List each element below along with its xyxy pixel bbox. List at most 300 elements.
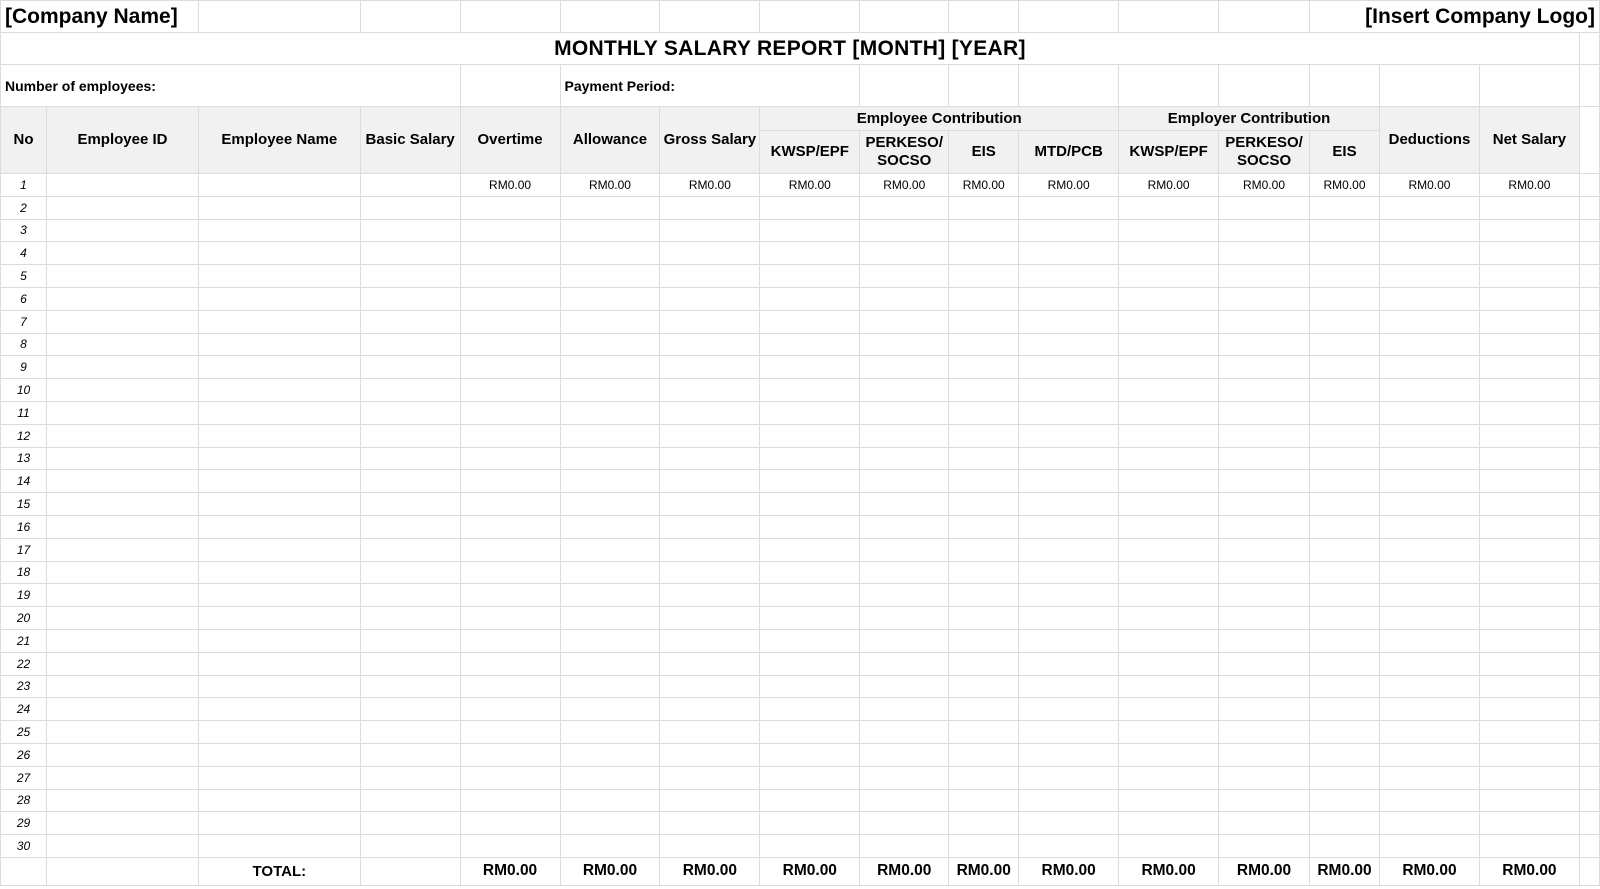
cell-employee-name[interactable] [198, 584, 360, 607]
cell-ee-kwsp[interactable] [760, 219, 860, 242]
cell[interactable] [1579, 265, 1599, 288]
cell-employee-name[interactable] [198, 835, 360, 858]
cell[interactable] [1219, 65, 1310, 107]
cell-ee-eis[interactable] [949, 743, 1019, 766]
cell-er-perkeso[interactable] [1219, 698, 1310, 721]
cell-er-eis[interactable] [1310, 652, 1380, 675]
cell-ee-mtd[interactable] [1019, 584, 1119, 607]
col-header-basic-salary[interactable]: Basic Salary [360, 107, 460, 174]
cell-er-kwsp[interactable] [1119, 561, 1219, 584]
cell-er-eis[interactable] [1310, 356, 1380, 379]
cell-ee-kwsp[interactable] [760, 652, 860, 675]
cell-er-eis[interactable] [1310, 789, 1380, 812]
cell[interactable] [1579, 333, 1599, 356]
cell-basic-salary[interactable] [360, 607, 460, 630]
cell-er-kwsp[interactable] [1119, 675, 1219, 698]
cell-employee-name[interactable] [198, 515, 360, 538]
col-header-er-eis[interactable]: EIS [1310, 131, 1380, 174]
cell-employee-id[interactable] [46, 196, 198, 219]
cell-employee-id[interactable] [46, 766, 198, 789]
cell-ee-eis[interactable] [949, 242, 1019, 265]
cell-overtime[interactable] [460, 265, 560, 288]
row-number[interactable]: 6 [1, 287, 47, 310]
cell-ee-eis[interactable] [949, 447, 1019, 470]
cell-net-salary[interactable] [1479, 310, 1579, 333]
cell[interactable] [1579, 401, 1599, 424]
cell-er-perkeso[interactable] [1219, 447, 1310, 470]
cell-allowance[interactable] [560, 607, 660, 630]
cell-basic-salary[interactable] [360, 584, 460, 607]
cell-ee-eis[interactable] [949, 698, 1019, 721]
cell-gross-salary[interactable] [660, 812, 760, 835]
cell-ee-mtd[interactable] [1019, 310, 1119, 333]
cell-basic-salary[interactable] [360, 379, 460, 402]
cell[interactable] [460, 1, 560, 33]
col-header-ee-eis[interactable]: EIS [949, 131, 1019, 174]
row-number[interactable]: 12 [1, 424, 47, 447]
row-number[interactable]: 7 [1, 310, 47, 333]
total-er-perkeso[interactable]: RM0.00 [1219, 857, 1310, 885]
cell-deductions[interactable] [1379, 379, 1479, 402]
col-header-er-kwsp[interactable]: KWSP/EPF [1119, 131, 1219, 174]
row-number[interactable]: 1 [1, 174, 47, 197]
row-number[interactable]: 9 [1, 356, 47, 379]
cell-deductions[interactable] [1379, 447, 1479, 470]
cell-ee-perkeso[interactable] [860, 607, 949, 630]
row-number[interactable]: 23 [1, 675, 47, 698]
cell[interactable] [860, 65, 949, 107]
cell-er-eis[interactable] [1310, 584, 1380, 607]
cell-ee-perkeso[interactable] [860, 629, 949, 652]
cell-net-salary[interactable] [1479, 242, 1579, 265]
number-of-employees-label[interactable]: Number of employees: [1, 65, 461, 107]
cell-employee-name[interactable] [198, 721, 360, 744]
cell-ee-mtd[interactable] [1019, 835, 1119, 858]
row-number[interactable]: 22 [1, 652, 47, 675]
cell[interactable] [860, 1, 949, 33]
cell-er-perkeso[interactable] [1219, 538, 1310, 561]
cell-ee-eis[interactable] [949, 493, 1019, 516]
cell-er-kwsp[interactable] [1119, 447, 1219, 470]
cell-ee-kwsp[interactable] [760, 196, 860, 219]
cell-ee-mtd[interactable]: RM0.00 [1019, 174, 1119, 197]
cell-basic-salary[interactable] [360, 493, 460, 516]
cell-allowance[interactable] [560, 447, 660, 470]
cell[interactable] [1379, 65, 1479, 107]
cell-ee-mtd[interactable] [1019, 242, 1119, 265]
cell-ee-perkeso[interactable] [860, 812, 949, 835]
cell-net-salary[interactable] [1479, 356, 1579, 379]
cell-allowance[interactable] [560, 401, 660, 424]
cell-overtime[interactable] [460, 515, 560, 538]
cell-ee-kwsp[interactable] [760, 561, 860, 584]
col-header-allowance[interactable]: Allowance [560, 107, 660, 174]
cell[interactable] [1579, 766, 1599, 789]
cell-allowance[interactable] [560, 196, 660, 219]
cell-ee-mtd[interactable] [1019, 607, 1119, 630]
cell[interactable] [949, 65, 1019, 107]
cell-er-eis[interactable] [1310, 424, 1380, 447]
cell-gross-salary[interactable] [660, 584, 760, 607]
cell-allowance[interactable] [560, 629, 660, 652]
cell-ee-eis[interactable] [949, 652, 1019, 675]
cell-ee-eis[interactable] [949, 721, 1019, 744]
cell-overtime[interactable] [460, 196, 560, 219]
cell-er-eis[interactable] [1310, 447, 1380, 470]
cell-deductions[interactable] [1379, 493, 1479, 516]
cell-ee-perkeso[interactable]: RM0.00 [860, 174, 949, 197]
cell[interactable] [1579, 538, 1599, 561]
cell-allowance[interactable] [560, 743, 660, 766]
cell-employee-name[interactable] [198, 219, 360, 242]
cell-net-salary[interactable] [1479, 493, 1579, 516]
cell-deductions[interactable] [1379, 424, 1479, 447]
cell-er-eis[interactable]: RM0.00 [1310, 174, 1380, 197]
cell-er-perkeso[interactable] [1219, 287, 1310, 310]
cell-net-salary[interactable] [1479, 470, 1579, 493]
cell-deductions[interactable] [1379, 219, 1479, 242]
row-number[interactable]: 4 [1, 242, 47, 265]
cell-gross-salary[interactable] [660, 242, 760, 265]
cell-ee-eis[interactable] [949, 287, 1019, 310]
cell[interactable] [1219, 1, 1310, 33]
cell[interactable] [1579, 470, 1599, 493]
cell-ee-kwsp[interactable] [760, 310, 860, 333]
cell-er-kwsp[interactable]: RM0.00 [1119, 174, 1219, 197]
cell-er-perkeso[interactable] [1219, 789, 1310, 812]
cell-deductions[interactable] [1379, 515, 1479, 538]
cell-er-eis[interactable] [1310, 196, 1380, 219]
cell-employee-name[interactable] [198, 675, 360, 698]
cell-ee-eis[interactable] [949, 607, 1019, 630]
cell-er-eis[interactable] [1310, 743, 1380, 766]
cell-allowance[interactable] [560, 310, 660, 333]
cell-overtime[interactable] [460, 721, 560, 744]
cell-ee-kwsp[interactable]: RM0.00 [760, 174, 860, 197]
cell-ee-kwsp[interactable] [760, 584, 860, 607]
cell-ee-kwsp[interactable] [760, 242, 860, 265]
cell-gross-salary[interactable] [660, 333, 760, 356]
cell-ee-kwsp[interactable] [760, 493, 860, 516]
total-ee-perkeso[interactable]: RM0.00 [860, 857, 949, 885]
cell[interactable] [660, 1, 760, 33]
cell-ee-perkeso[interactable] [860, 721, 949, 744]
cell-overtime[interactable] [460, 493, 560, 516]
cell[interactable] [1579, 287, 1599, 310]
cell-allowance[interactable] [560, 835, 660, 858]
row-number[interactable]: 19 [1, 584, 47, 607]
row-number[interactable]: 8 [1, 333, 47, 356]
cell-deductions[interactable] [1379, 675, 1479, 698]
cell-er-kwsp[interactable] [1119, 265, 1219, 288]
cell-employee-name[interactable] [198, 607, 360, 630]
cell-ee-eis[interactable] [949, 333, 1019, 356]
cell-basic-salary[interactable] [360, 447, 460, 470]
cell-ee-perkeso[interactable] [860, 766, 949, 789]
cell-er-perkeso[interactable] [1219, 196, 1310, 219]
cell-employee-name[interactable] [198, 652, 360, 675]
cell-employee-name[interactable] [198, 698, 360, 721]
cell[interactable] [1579, 379, 1599, 402]
cell-overtime[interactable] [460, 607, 560, 630]
group-header-employer-contribution[interactable]: Employer Contribution [1119, 107, 1380, 131]
cell-employee-id[interactable] [46, 835, 198, 858]
cell-ee-kwsp[interactable] [760, 538, 860, 561]
cell-er-eis[interactable] [1310, 812, 1380, 835]
cell-allowance[interactable]: RM0.00 [560, 174, 660, 197]
total-ee-eis[interactable]: RM0.00 [949, 857, 1019, 885]
row-number[interactable]: 28 [1, 789, 47, 812]
cell-ee-eis[interactable] [949, 356, 1019, 379]
cell-deductions[interactable] [1379, 196, 1479, 219]
cell-gross-salary[interactable] [660, 515, 760, 538]
row-number[interactable]: 18 [1, 561, 47, 584]
cell-er-kwsp[interactable] [1119, 470, 1219, 493]
cell-gross-salary[interactable] [660, 219, 760, 242]
cell-gross-salary[interactable] [660, 629, 760, 652]
cell-employee-name[interactable] [198, 356, 360, 379]
cell-employee-name[interactable] [198, 493, 360, 516]
cell-ee-mtd[interactable] [1019, 333, 1119, 356]
cell-ee-kwsp[interactable] [760, 743, 860, 766]
cell-ee-mtd[interactable] [1019, 196, 1119, 219]
cell-er-kwsp[interactable] [1119, 515, 1219, 538]
cell-employee-id[interactable] [46, 561, 198, 584]
cell-employee-id[interactable] [46, 219, 198, 242]
cell-employee-id[interactable] [46, 515, 198, 538]
cell-er-perkeso[interactable] [1219, 219, 1310, 242]
cell-employee-name[interactable] [198, 766, 360, 789]
cell-ee-perkeso[interactable] [860, 470, 949, 493]
cell-ee-kwsp[interactable] [760, 698, 860, 721]
cell-employee-id[interactable] [46, 174, 198, 197]
cell-ee-eis[interactable] [949, 401, 1019, 424]
cell-ee-perkeso[interactable] [860, 652, 949, 675]
cell-overtime[interactable] [460, 333, 560, 356]
cell-er-kwsp[interactable] [1119, 789, 1219, 812]
cell-basic-salary[interactable] [360, 470, 460, 493]
cell-overtime[interactable] [460, 835, 560, 858]
cell-er-eis[interactable] [1310, 470, 1380, 493]
cell-overtime[interactable] [460, 242, 560, 265]
cell-net-salary[interactable] [1479, 607, 1579, 630]
cell-er-eis[interactable] [1310, 835, 1380, 858]
cell-net-salary[interactable] [1479, 835, 1579, 858]
cell-ee-kwsp[interactable] [760, 424, 860, 447]
cell-ee-perkeso[interactable] [860, 789, 949, 812]
cell-employee-name[interactable] [198, 424, 360, 447]
cell-gross-salary[interactable] [660, 287, 760, 310]
cell-employee-name[interactable] [198, 743, 360, 766]
cell-gross-salary[interactable] [660, 447, 760, 470]
cell-ee-kwsp[interactable] [760, 812, 860, 835]
cell-er-kwsp[interactable] [1119, 607, 1219, 630]
cell-overtime[interactable] [460, 424, 560, 447]
cell-net-salary[interactable] [1479, 265, 1579, 288]
cell-ee-eis[interactable] [949, 561, 1019, 584]
cell[interactable] [198, 1, 360, 33]
cell-net-salary[interactable] [1479, 766, 1579, 789]
col-header-net-salary[interactable]: Net Salary [1479, 107, 1579, 174]
cell-er-perkeso[interactable] [1219, 652, 1310, 675]
row-number[interactable]: 29 [1, 812, 47, 835]
cell-er-kwsp[interactable] [1119, 287, 1219, 310]
cell-deductions[interactable] [1379, 538, 1479, 561]
cell[interactable] [949, 1, 1019, 33]
cell-basic-salary[interactable] [360, 242, 460, 265]
cell[interactable] [1, 857, 47, 885]
cell-er-kwsp[interactable] [1119, 812, 1219, 835]
cell-employee-id[interactable] [46, 652, 198, 675]
payment-period-label[interactable]: Payment Period: [560, 65, 860, 107]
cell-ee-kwsp[interactable] [760, 470, 860, 493]
cell-overtime[interactable] [460, 812, 560, 835]
cell-er-kwsp[interactable] [1119, 652, 1219, 675]
cell[interactable] [760, 1, 860, 33]
cell-gross-salary[interactable] [660, 470, 760, 493]
cell-overtime[interactable] [460, 584, 560, 607]
cell-er-eis[interactable] [1310, 287, 1380, 310]
cell[interactable] [1479, 65, 1579, 107]
cell-gross-salary[interactable] [660, 698, 760, 721]
cell-overtime[interactable] [460, 379, 560, 402]
cell-deductions[interactable] [1379, 698, 1479, 721]
cell-gross-salary[interactable] [660, 652, 760, 675]
cell-employee-name[interactable] [198, 629, 360, 652]
col-header-no[interactable]: No [1, 107, 47, 174]
cell-ee-perkeso[interactable] [860, 401, 949, 424]
cell-ee-eis[interactable] [949, 470, 1019, 493]
cell-employee-id[interactable] [46, 812, 198, 835]
cell-net-salary[interactable] [1479, 675, 1579, 698]
cell-employee-id[interactable] [46, 789, 198, 812]
cell-gross-salary[interactable] [660, 265, 760, 288]
cell-ee-eis[interactable] [949, 265, 1019, 288]
cell-er-perkeso[interactable] [1219, 333, 1310, 356]
cell-employee-id[interactable] [46, 675, 198, 698]
cell-ee-kwsp[interactable] [760, 515, 860, 538]
cell-ee-mtd[interactable] [1019, 401, 1119, 424]
cell-allowance[interactable] [560, 219, 660, 242]
cell-deductions[interactable] [1379, 812, 1479, 835]
cell-allowance[interactable] [560, 379, 660, 402]
cell-basic-salary[interactable] [360, 812, 460, 835]
cell-ee-eis[interactable] [949, 789, 1019, 812]
cell-ee-mtd[interactable] [1019, 698, 1119, 721]
cell-employee-name[interactable] [198, 265, 360, 288]
cell-ee-kwsp[interactable] [760, 356, 860, 379]
cell[interactable] [1579, 857, 1599, 885]
cell-basic-salary[interactable] [360, 698, 460, 721]
cell-er-perkeso[interactable] [1219, 743, 1310, 766]
cell-er-kwsp[interactable] [1119, 766, 1219, 789]
cell-basic-salary[interactable] [360, 356, 460, 379]
cell-gross-salary[interactable] [660, 743, 760, 766]
cell-overtime[interactable] [460, 766, 560, 789]
cell-basic-salary[interactable] [360, 196, 460, 219]
row-number[interactable]: 27 [1, 766, 47, 789]
cell-ee-kwsp[interactable] [760, 766, 860, 789]
cell-deductions[interactable] [1379, 356, 1479, 379]
cell-gross-salary[interactable] [660, 835, 760, 858]
cell-er-perkeso[interactable] [1219, 470, 1310, 493]
cell-employee-id[interactable] [46, 698, 198, 721]
cell-ee-kwsp[interactable] [760, 721, 860, 744]
cell-net-salary[interactable] [1479, 561, 1579, 584]
cell-ee-perkeso[interactable] [860, 835, 949, 858]
cell-basic-salary[interactable] [360, 721, 460, 744]
cell-employee-id[interactable] [46, 584, 198, 607]
cell-employee-id[interactable] [46, 310, 198, 333]
cell-deductions[interactable] [1379, 310, 1479, 333]
cell[interactable] [1579, 607, 1599, 630]
cell-ee-mtd[interactable] [1019, 652, 1119, 675]
cell-ee-eis[interactable] [949, 538, 1019, 561]
cell-er-kwsp[interactable] [1119, 379, 1219, 402]
cell-ee-kwsp[interactable] [760, 401, 860, 424]
cell-ee-perkeso[interactable] [860, 356, 949, 379]
cell-er-eis[interactable] [1310, 675, 1380, 698]
cell-deductions[interactable] [1379, 242, 1479, 265]
total-net-salary[interactable]: RM0.00 [1479, 857, 1579, 885]
cell[interactable] [1310, 65, 1380, 107]
cell-ee-eis[interactable] [949, 515, 1019, 538]
cell-ee-kwsp[interactable] [760, 675, 860, 698]
cell-er-eis[interactable] [1310, 515, 1380, 538]
cell-er-kwsp[interactable] [1119, 333, 1219, 356]
cell-gross-salary[interactable] [660, 493, 760, 516]
cell-net-salary[interactable] [1479, 721, 1579, 744]
cell-net-salary[interactable] [1479, 698, 1579, 721]
cell-er-kwsp[interactable] [1119, 196, 1219, 219]
col-header-employee-id[interactable]: Employee ID [46, 107, 198, 174]
cell-overtime[interactable] [460, 287, 560, 310]
cell-allowance[interactable] [560, 493, 660, 516]
cell-gross-salary[interactable] [660, 424, 760, 447]
cell-ee-eis[interactable] [949, 766, 1019, 789]
cell[interactable] [360, 1, 460, 33]
cell-net-salary[interactable] [1479, 333, 1579, 356]
cell-er-kwsp[interactable] [1119, 242, 1219, 265]
cell-allowance[interactable] [560, 812, 660, 835]
cell-er-kwsp[interactable] [1119, 835, 1219, 858]
cell-net-salary[interactable] [1479, 401, 1579, 424]
cell-er-kwsp[interactable] [1119, 401, 1219, 424]
cell-employee-name[interactable] [198, 401, 360, 424]
cell-er-kwsp[interactable] [1119, 721, 1219, 744]
cell[interactable] [1579, 789, 1599, 812]
cell-er-eis[interactable] [1310, 561, 1380, 584]
cell-er-perkeso[interactable] [1219, 401, 1310, 424]
cell-ee-kwsp[interactable] [760, 379, 860, 402]
cell-gross-salary[interactable] [660, 766, 760, 789]
cell-deductions[interactable] [1379, 287, 1479, 310]
cell-basic-salary[interactable] [360, 424, 460, 447]
cell-overtime[interactable] [460, 675, 560, 698]
cell-ee-kwsp[interactable] [760, 265, 860, 288]
cell-ee-perkeso[interactable] [860, 242, 949, 265]
total-er-kwsp[interactable]: RM0.00 [1119, 857, 1219, 885]
cell-overtime[interactable] [460, 561, 560, 584]
cell[interactable] [1579, 174, 1599, 197]
cell-basic-salary[interactable] [360, 835, 460, 858]
cell-ee-perkeso[interactable] [860, 584, 949, 607]
cell-employee-name[interactable] [198, 287, 360, 310]
cell-net-salary[interactable] [1479, 789, 1579, 812]
row-number[interactable]: 30 [1, 835, 47, 858]
cell-er-perkeso[interactable] [1219, 265, 1310, 288]
cell-ee-perkeso[interactable] [860, 515, 949, 538]
